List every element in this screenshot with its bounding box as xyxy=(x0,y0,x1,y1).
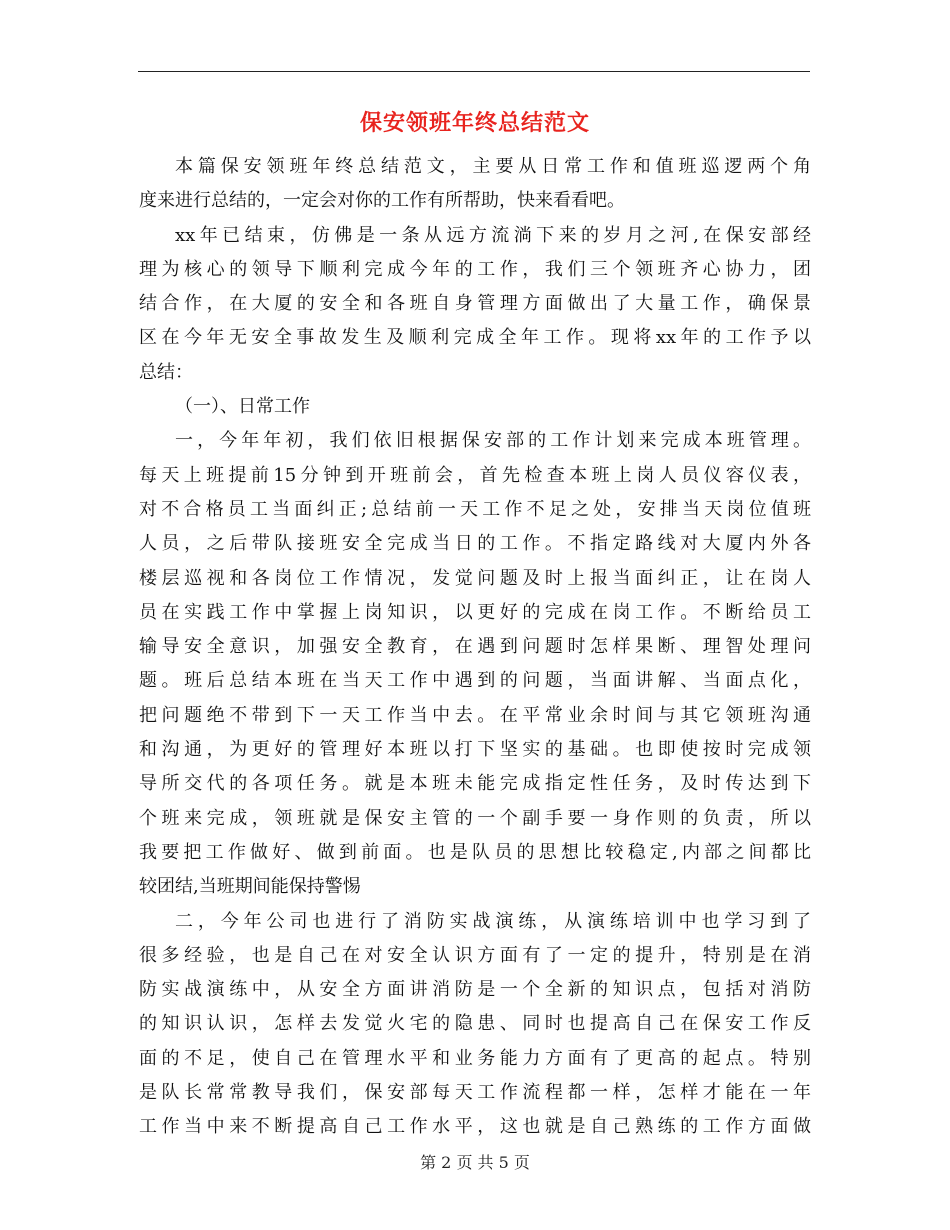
paragraph-line: 较团结,当班期间能保持警惕 xyxy=(139,876,361,898)
paragraph-line: 防实战演练中，从安全方面讲消防是一个全新的知识点，包括对消防 xyxy=(139,979,811,1001)
paragraph-line: 很多经验，也是自己在对安全认识方面有了一定的提升，特别是在消 xyxy=(139,944,811,966)
paragraph-line: 楼层巡视和各岗位工作情况，发觉问题及时上报当面纠正，让在岗人 xyxy=(139,567,811,589)
paragraph-line: 对不合格员工当面纠正;总结前一天工作不足之处，安排当天岗位值班 xyxy=(139,498,811,520)
paragraph-line: 一，今年年初，我们依旧根据保安部的工作计划来完成本班管理。 xyxy=(175,430,811,452)
paragraph-line: 我要把工作做好、做到前面。也是队员的思想比较稳定,内部之间都比 xyxy=(139,841,811,863)
paragraph-line: （一）、日常工作 xyxy=(175,396,310,418)
document-title: 保安领班年终总结范文 xyxy=(359,110,590,136)
paragraph-line: 把问题绝不带到下一天工作当中去。在平常业余时间与其它领班沟通 xyxy=(139,704,811,726)
paragraph-line: 输导安全意识，加强安全教育，在遇到问题时怎样果断、理智处理问 xyxy=(139,636,811,658)
page-footer: 第 2 页 共 5 页 xyxy=(420,1153,530,1172)
paragraph-line: 每天上班提前15分钟到开班前会，首先检查本班上岗人员仪容仪表， xyxy=(139,464,811,486)
paragraph-line: 和沟通，为更好的管理好本班以打下坚实的基础。也即使按时完成领 xyxy=(139,739,811,761)
paragraph-line: 区在今年无安全事故发生及顺利完成全年工作。现将xx年的工作予以 xyxy=(139,327,811,349)
paragraph-line: 题。班后总结本班在当天工作中遇到的问题，当面讲解、当面点化， xyxy=(139,670,811,692)
paragraph-line: xx年已结束，仿佛是一条从远方流淌下来的岁月之河,在保安部经 xyxy=(175,224,811,246)
paragraph-line: 总结： xyxy=(139,361,193,383)
paragraph-line: 本篇保安领班年终总结范文，主要从日常工作和值班巡逻两个角 xyxy=(175,156,811,177)
paragraph-line: 二，今年公司也进行了消防实战演练，从演练培训中也学习到了 xyxy=(175,910,811,932)
paragraph-line: 面的不足，使自己在管理水平和业务能力方面有了更高的起点。特别 xyxy=(139,1047,811,1069)
paragraph-line: 理为核心的领导下顺利完成今年的工作，我们三个领班齐心协力，团 xyxy=(139,258,811,280)
paragraph-line: 员在实践工作中掌握上岗知识，以更好的完成在岗工作。不断给员工 xyxy=(139,601,811,623)
paragraph-line: 度来进行总结的，一定会对你的工作有所帮助，快来看看吧。 xyxy=(139,190,625,212)
paragraph-line: 个班来完成，领班就是保安主管的一个副手要一身作则的负责，所以 xyxy=(139,807,811,829)
paragraph-line: 是队长常常教导我们，保安部每天工作流程都一样，怎样才能在一年 xyxy=(139,1082,811,1104)
header-rule xyxy=(138,71,810,72)
document-body xyxy=(139,150,811,1145)
paragraph-line: 工作当中来不断提高自己工作水平，这也就是自己熟练的工作方面做 xyxy=(139,1116,811,1138)
paragraph-line: 的知识认识，怎样去发觉火宅的隐患、同时也提高自己在保安工作反 xyxy=(139,1013,811,1035)
paragraph-line: 导所交代的各项任务。就是本班未能完成指定性任务，及时传达到下 xyxy=(139,773,811,795)
paragraph-line: 结合作，在大厦的安全和各班自身管理方面做出了大量工作，确保景 xyxy=(139,293,811,315)
paragraph-line: 人员，之后带队接班安全完成当日的工作。不指定路线对大厦内外各 xyxy=(139,533,811,555)
